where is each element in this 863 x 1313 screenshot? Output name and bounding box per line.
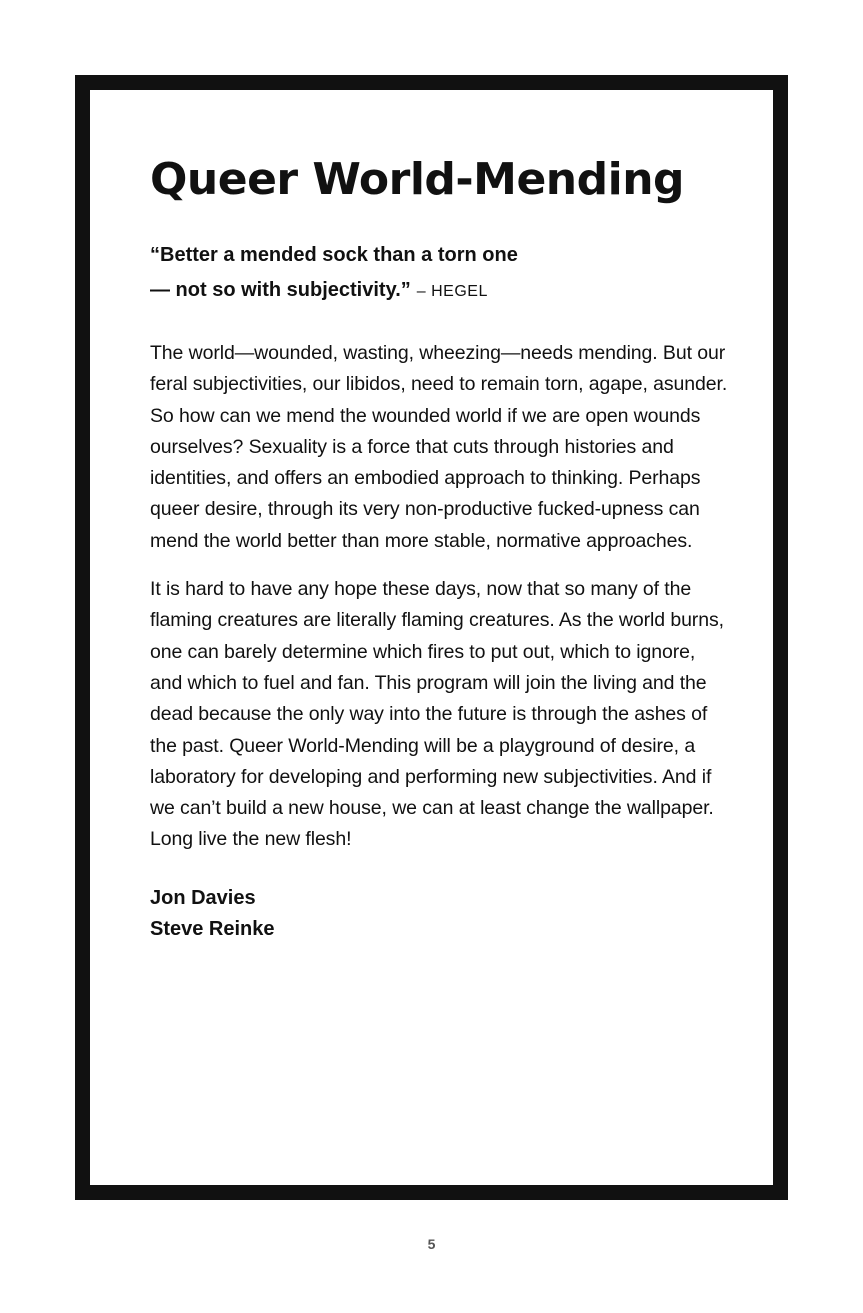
body-paragraph-1: The world—wounded, wasting, wheezing—needs mending. But our feral subjectivities, our libidos, need to remain torn, agape, asunder. So how can we mend the wounded world if we are open wounds ourselves? Sexuality is a force that cuts through histories and identities, and offers an embodied approach to thinking. Perhaps queer desire, through its very non-productive fucked-upness can mend the world better than more stable, normative approaches. bbox=[150, 342, 728, 552]
author-name: Steve Reinke bbox=[150, 918, 275, 941]
epigraph bbox=[150, 238, 730, 309]
epigraph-attribution: – HEGEL bbox=[416, 283, 488, 300]
epigraph-quote-line-2: — not so with subjectivity.” bbox=[150, 279, 411, 301]
page-frame bbox=[75, 75, 788, 1200]
author-list bbox=[150, 883, 730, 946]
epigraph-quote-line-1: “Better a mended sock than a torn one bbox=[150, 244, 518, 266]
article bbox=[150, 154, 730, 946]
page-number: 5 bbox=[427, 1236, 436, 1252]
author-name: Jon Davies bbox=[150, 886, 256, 909]
page-title: Queer World-Mending bbox=[150, 154, 685, 205]
body-paragraph-2: It is hard to have any hope these days, now that so many of the flaming creatures are literally flaming creatures. As the world burns, one can barely determine which fires to put out, which to ignore, and which to fuel and fan. This program will join the living and the dead because the only way into the future is through the ashes of the past. Queer World-Mending will be a playground of desire, a laboratory for developing and performing new subjectivities. And if we can’t build a new house, we can at least change the wallpaper. Long live the new flesh! bbox=[150, 578, 724, 851]
